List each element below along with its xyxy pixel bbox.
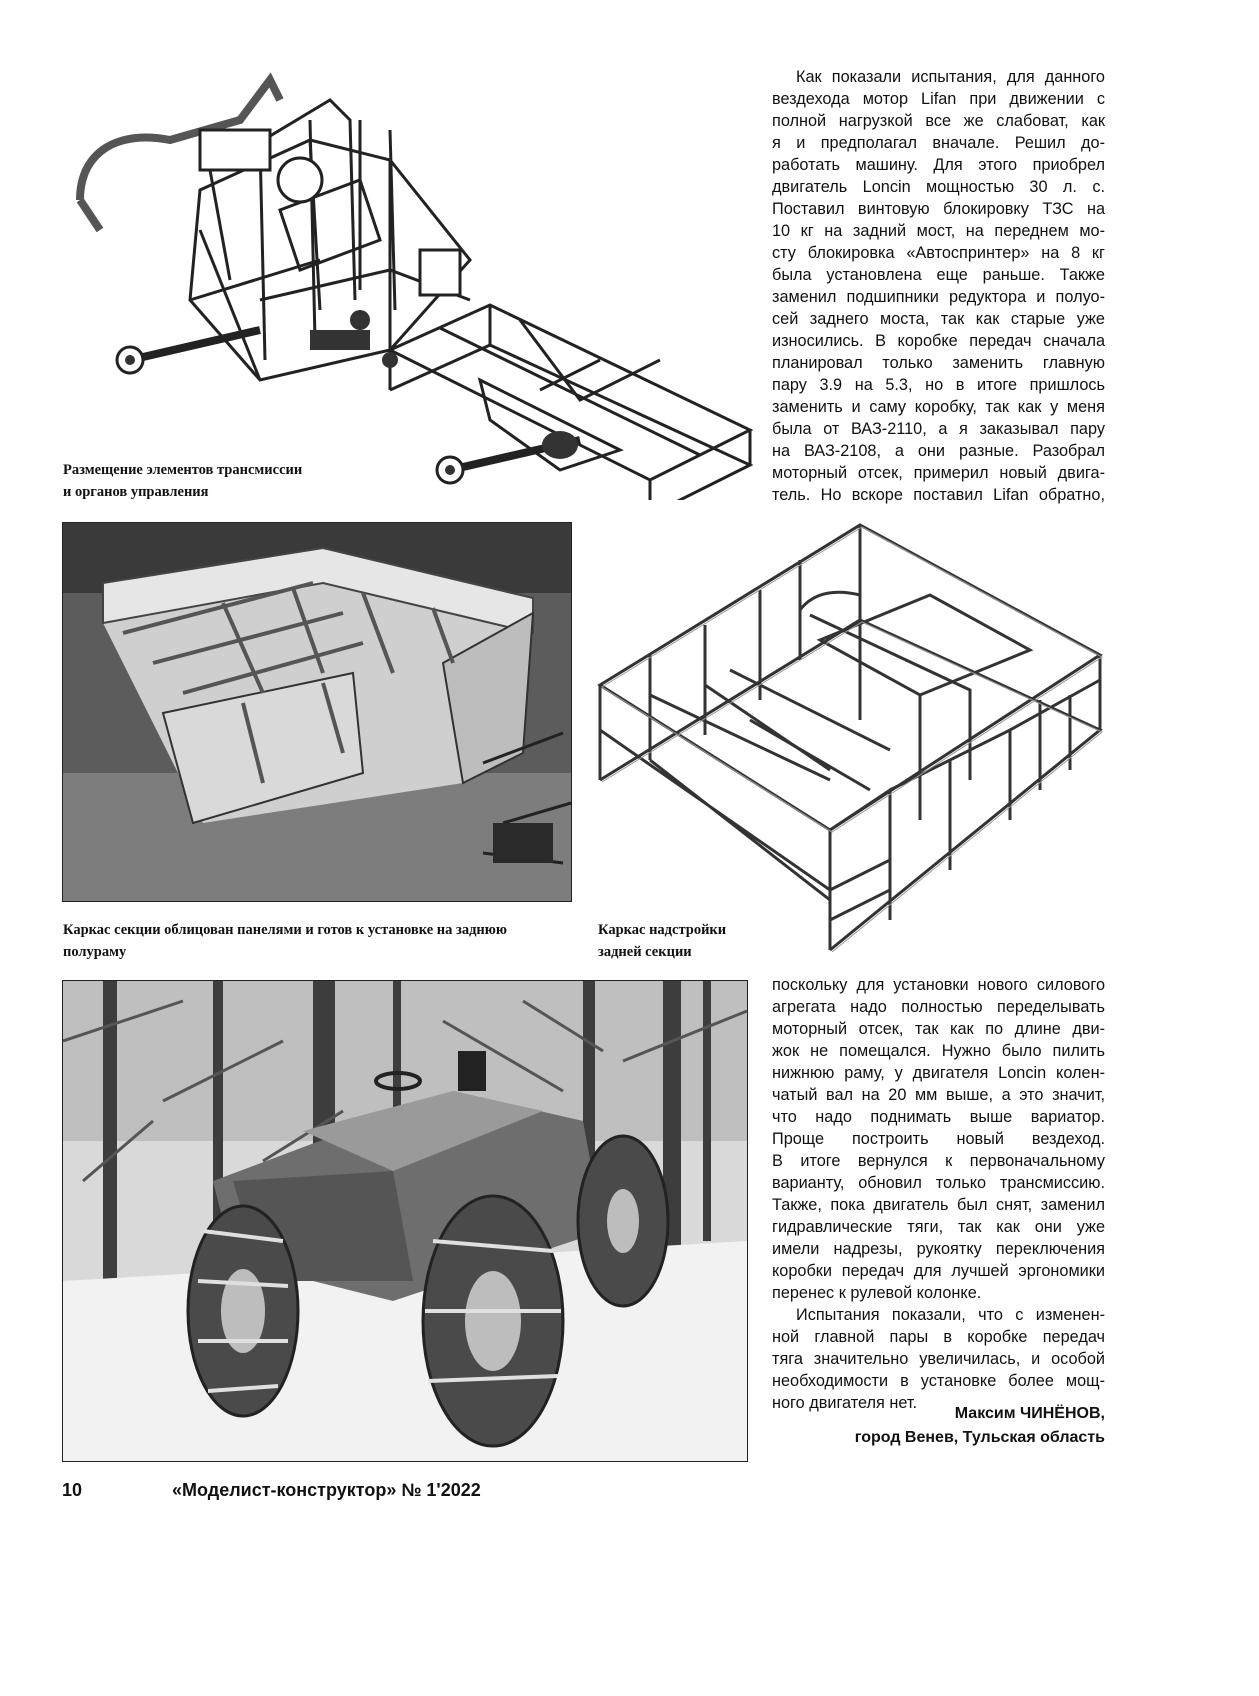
text-line: ного двигателя нет.	[772, 1394, 918, 1412]
text-line: заменить и саму коробку, так как у меня	[772, 398, 1105, 416]
page-number: 10	[62, 1480, 83, 1500]
text-line: перенес к рулевой колонке.	[772, 1284, 982, 1302]
transmission-caption	[63, 459, 353, 503]
text-line: сей заднего моста, так как старые уже	[772, 310, 1105, 328]
article-column-2	[772, 974, 1105, 1414]
text-line: износились. В коробке передач сначала	[772, 332, 1105, 350]
panels-caption-line: полураму	[63, 944, 127, 960]
text-line: Проще построить новый вездеход.	[772, 1130, 1105, 1148]
text-line: была установлена еще раньше. Также	[772, 266, 1105, 284]
text-line: тель. Но вскоре поставил Lifan обратно,	[772, 486, 1105, 504]
text-line: моторный отсек, так как по длине дви-	[772, 1020, 1105, 1038]
text-line: Поставил винтовую блокировку ТЗС на	[772, 200, 1105, 218]
vehicle-snow-photo	[62, 980, 748, 1462]
text-line: Также, пока двигатель был снят, заменил	[772, 1196, 1105, 1214]
text-line: ной главной пары в коробке передач	[772, 1328, 1105, 1346]
frame-caption-line: Каркас надстройки	[598, 922, 727, 938]
panels-photo	[62, 522, 572, 902]
text-line: я и предполагал вначале. Решил до-	[772, 134, 1105, 152]
panels-photo-svg	[63, 523, 571, 901]
frame-drawing	[590, 520, 1110, 960]
text-line: нижнюю раму, у двигателя Loncin колен-	[772, 1064, 1105, 1082]
text-line: заменил подшипники редуктора и полуо-	[772, 288, 1105, 306]
journal-title: «Моделист-конструктор» № 1'2022	[172, 1480, 481, 1500]
text-line: двигатель Loncin мощностью 30 л. с.	[772, 178, 1105, 196]
author-signature	[780, 1402, 1105, 1450]
transmission-drawing	[60, 60, 760, 500]
text-line: чатый вал на 20 мм выше, а это значит,	[772, 1086, 1105, 1104]
text-line: варианту, обновил только трансмиссию.	[772, 1174, 1105, 1192]
text-line: В итоге вернулся к первоначальному	[772, 1152, 1105, 1170]
text-line: на ВАЗ-2108, а они разные. Разобрал	[772, 442, 1105, 460]
text-line: имели надрезы, рукоятку переключения	[772, 1240, 1105, 1258]
text-line: моторный отсек, примерил новый двига-	[772, 464, 1105, 482]
text-line: жок не помещался. Нужно было пилить	[772, 1042, 1105, 1060]
text-line: необходимости в установке более мощ-	[772, 1372, 1105, 1390]
text-line: планировал только заменить главную	[772, 354, 1105, 372]
transmission-caption-line: Размещение элементов трансмиссии	[63, 462, 303, 478]
vehicle-snow-photo-svg	[63, 981, 747, 1461]
frame-drawing-svg	[590, 520, 1110, 960]
text-line: гидравлические тяги, так как они уже	[772, 1218, 1105, 1236]
frame-caption-line: задней секции	[598, 944, 692, 960]
text-line: коробки передач для лучшей эргономики	[772, 1262, 1105, 1280]
text-line: была от ВАЗ-2110, а я заказывал пару	[772, 420, 1105, 438]
text-line: работать машину. Для этого приобрел	[772, 156, 1105, 174]
text-line: тяга значительно увеличилась, и особой	[772, 1350, 1105, 1368]
text-line: что надо поднимать выше вариатор.	[772, 1108, 1105, 1126]
text-line: агрегата надо полностью переделывать	[772, 998, 1105, 1016]
text-line: полной нагрузкой все же слабоват, как	[772, 112, 1105, 130]
article-column-1	[772, 66, 1105, 506]
frame-caption	[598, 919, 768, 963]
panels-caption-line: Каркас секции облицован панелями и готов к установке на заднюю	[63, 922, 507, 938]
text-line: Как показали испытания, для данного	[796, 68, 1105, 86]
text-line: 10 кг на задний мост, на переднем мо-	[772, 222, 1105, 240]
text-line: пару 3.9 на 5.3, но в итоге пришлось	[772, 376, 1105, 394]
text-line: поскольку для установки нового силового	[772, 976, 1105, 994]
transmission-drawing-svg	[60, 60, 760, 500]
text-line: Испытания показали, что с изменен-	[796, 1306, 1105, 1324]
panels-caption	[63, 919, 578, 963]
transmission-caption-line: и органов управления	[63, 484, 209, 500]
author-name: Максим ЧИНЁНОВ,	[954, 1405, 1105, 1422]
text-line: вездехода мотор Lifan при движении с	[772, 90, 1105, 108]
text-line: сту блокировка «Автоспринтер» на 8 кг	[772, 244, 1105, 262]
author-location: город Венев, Тульская область	[854, 1429, 1105, 1446]
